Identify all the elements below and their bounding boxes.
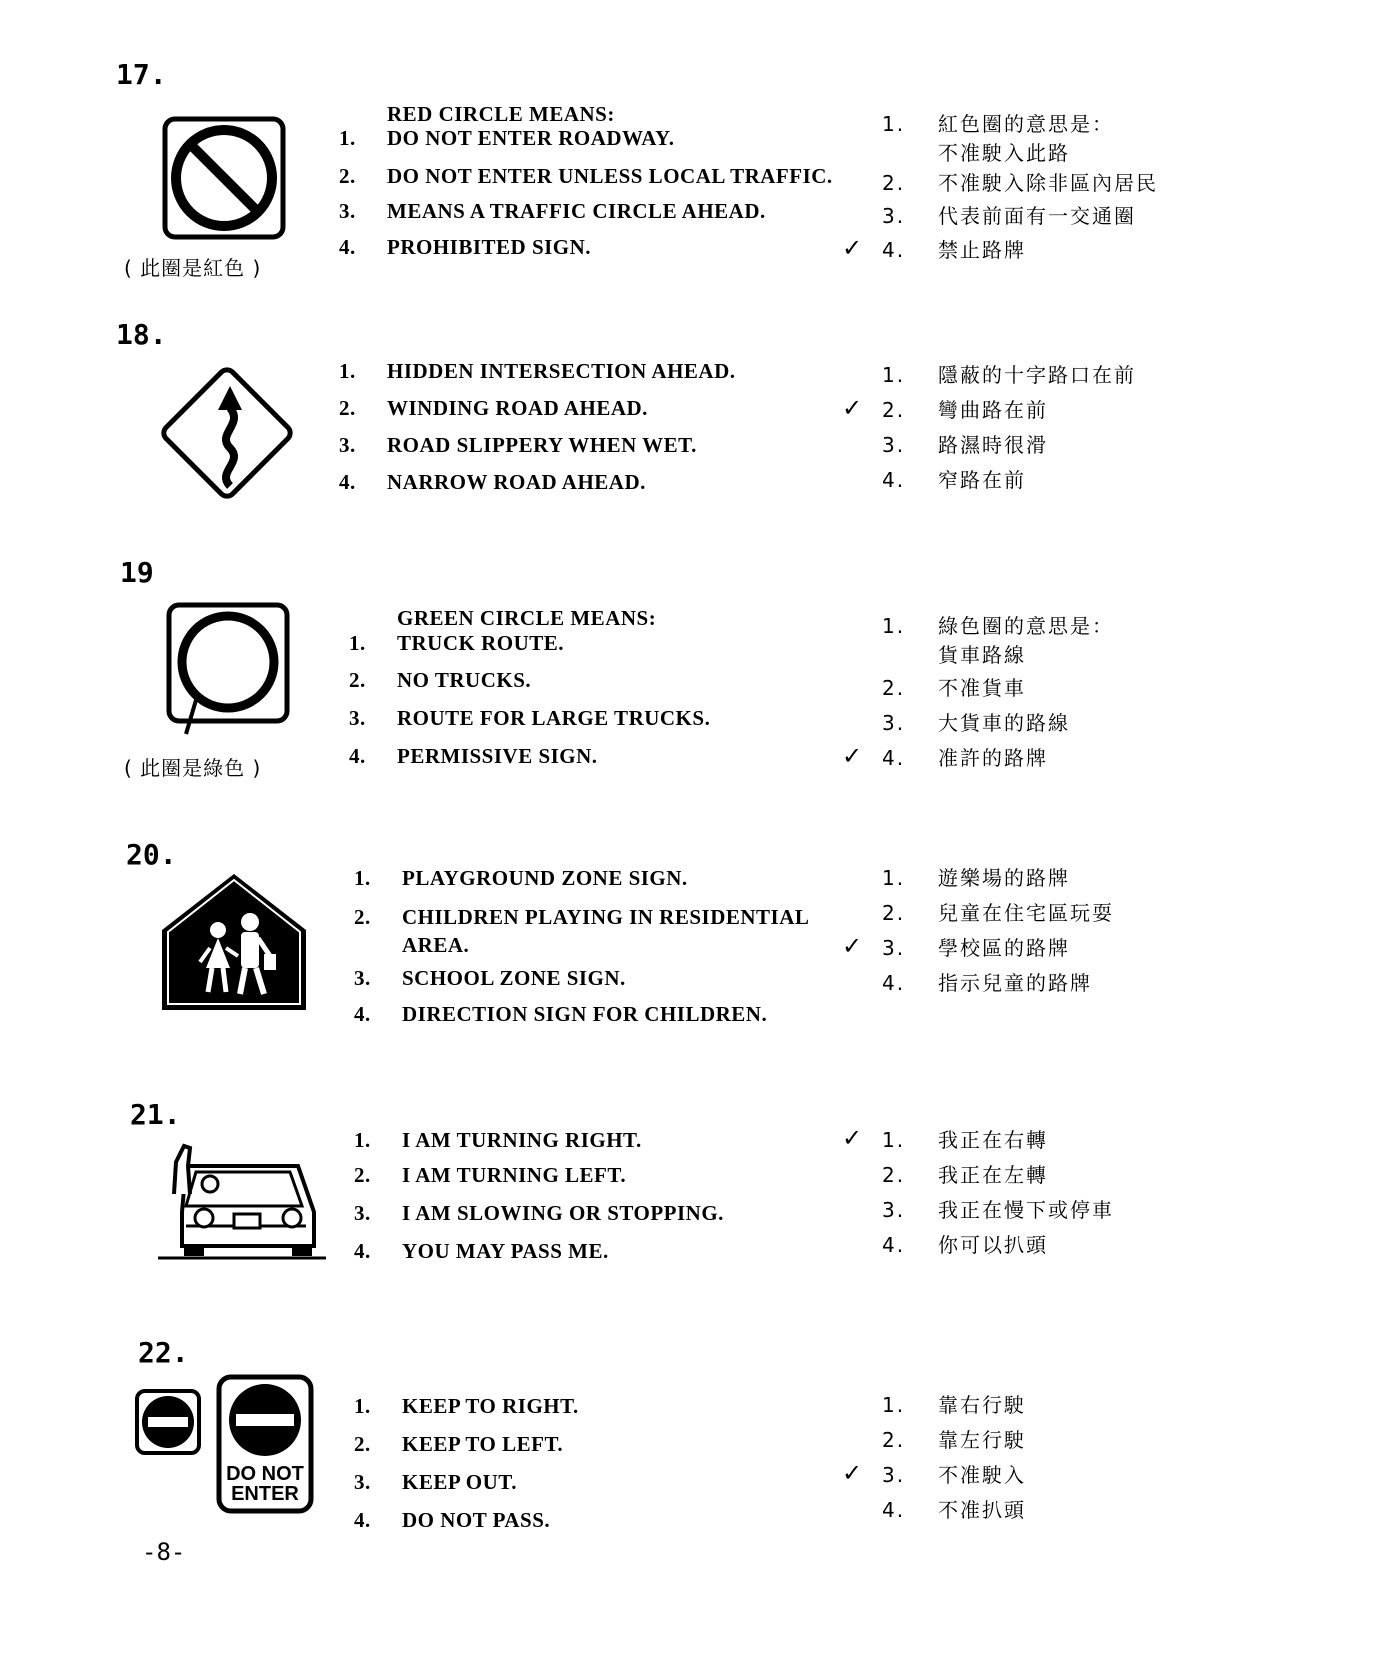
option-zh-18-4: 4. 窄路在前 bbox=[882, 468, 1026, 492]
answer-check-icon: ✓ bbox=[842, 394, 863, 422]
option-heading: RED CIRCLE MEANS: bbox=[387, 102, 615, 126]
option-zh-20-2: 2. 兒童在住宅區玩耍 bbox=[882, 901, 1114, 925]
option-en-21-3: 3. I AM SLOWING OR STOPPING. bbox=[354, 1201, 724, 1225]
option-zh-17-3: 3. 代表前面有一交通圈 bbox=[882, 204, 1136, 228]
option-en-19-1: 1. TRUCK ROUTE. bbox=[349, 631, 565, 655]
option-en-20-2: 2. CHILDREN PLAYING IN RESIDENTIAL AREA. bbox=[354, 905, 810, 957]
winding-road-sign-icon bbox=[158, 364, 296, 502]
green-circle-permissive-sign-icon bbox=[166, 602, 290, 738]
option-zh-17-2: 2. 不准駛入除非區內居民 bbox=[882, 171, 1158, 195]
answer-check-icon: ✓ bbox=[842, 1459, 863, 1487]
option-zh-22-2: 2. 靠左行駛 bbox=[882, 1428, 1026, 1452]
option-zh-19-1: 1. 綠色圈的意思是： 貨車路線 bbox=[882, 614, 1114, 667]
option-en-19-2: 2. NO TRUCKS. bbox=[349, 668, 532, 692]
option-en-18-1: 1. HIDDEN INTERSECTION AHEAD. bbox=[339, 359, 736, 383]
option-en-17-2: 2. DO NOT ENTER UNLESS LOCAL TRAFFIC. bbox=[339, 164, 833, 188]
option-en-17-1: 1. DO NOT ENTER ROADWAY. bbox=[339, 126, 675, 150]
answer-check-icon: ✓ bbox=[842, 234, 863, 262]
sign-caption-red: ( 此圈是紅色 ) bbox=[124, 256, 262, 280]
page-number: -8- bbox=[142, 1538, 186, 1566]
option-en-17-3: 3. MEANS A TRAFFIC CIRCLE AHEAD. bbox=[339, 199, 766, 223]
option-zh-22-3: 3. 不准駛入 bbox=[882, 1463, 1026, 1487]
red-circle-prohibition-sign-icon bbox=[162, 116, 286, 240]
option-en-21-1: 1. I AM TURNING RIGHT. bbox=[354, 1128, 642, 1152]
answer-check-icon: ✓ bbox=[842, 1124, 863, 1152]
question-number-21: 21. bbox=[130, 1098, 181, 1131]
question-number-20: 20. bbox=[126, 838, 177, 871]
option-en-20-1: 1. PLAYGROUND ZONE SIGN. bbox=[354, 866, 688, 890]
option-zh-19-4: 4. 准許的路牌 bbox=[882, 746, 1048, 770]
option-zh-21-2: 2. 我正在左轉 bbox=[882, 1163, 1048, 1187]
car-hand-signal-icon bbox=[156, 1140, 328, 1260]
option-heading: GREEN CIRCLE MEANS: bbox=[397, 606, 657, 630]
school-zone-sign-icon bbox=[160, 872, 308, 1012]
option-en-19-3: 3. ROUTE FOR LARGE TRUCKS. bbox=[349, 706, 711, 730]
option-en-18-4: 4. NARROW ROAD AHEAD. bbox=[339, 470, 646, 494]
option-zh-21-1: 1. 我正在右轉 bbox=[882, 1128, 1048, 1152]
sign-caption-green: ( 此圈是綠色 ) bbox=[124, 756, 262, 780]
option-zh-22-1: 1. 靠右行駛 bbox=[882, 1393, 1026, 1417]
option-zh-22-4: 4. 不准扒頭 bbox=[882, 1498, 1026, 1522]
answer-check-icon: ✓ bbox=[842, 932, 863, 960]
option-en-21-4: 4. YOU MAY PASS ME. bbox=[354, 1239, 609, 1263]
option-en-17-4: 4. PROHIBITED SIGN. bbox=[339, 235, 592, 259]
option-zh-18-2: 2. 彎曲路在前 bbox=[882, 398, 1048, 422]
option-en-22-1: 1. KEEP TO RIGHT. bbox=[354, 1394, 579, 1418]
option-en-18-3: 3. ROAD SLIPPERY WHEN WET. bbox=[339, 433, 697, 457]
option-en-22-3: 3. KEEP OUT. bbox=[354, 1470, 517, 1494]
option-zh-19-2: 2. 不准貨車 bbox=[882, 676, 1026, 700]
option-zh-19-3: 3. 大貨車的路線 bbox=[882, 711, 1070, 735]
option-zh-20-1: 1. 遊樂場的路牌 bbox=[882, 866, 1070, 890]
option-en-20-4: 4. DIRECTION SIGN FOR CHILDREN. bbox=[354, 1002, 768, 1026]
question-number-18: 18. bbox=[116, 318, 167, 351]
question-number-17: 17. bbox=[116, 58, 167, 91]
option-zh-20-4: 4. 指示兒童的路牌 bbox=[882, 971, 1092, 995]
option-en-20-3: 3. SCHOOL ZONE SIGN. bbox=[354, 966, 626, 990]
option-en-21-2: 2. I AM TURNING LEFT. bbox=[354, 1163, 627, 1187]
option-zh-17-4: 4. 禁止路牌 bbox=[882, 238, 1026, 262]
option-en-22-2: 2. KEEP TO LEFT. bbox=[354, 1432, 564, 1456]
sign-text-do-not: DO NOT bbox=[226, 1463, 304, 1485]
option-zh-18-1: 1. 隱蔽的十字路口在前 bbox=[882, 363, 1136, 387]
option-zh-17-1: 1. 紅色圈的意思是： 不准駛入此路 bbox=[882, 112, 1114, 165]
sign-text-enter: ENTER bbox=[231, 1483, 299, 1505]
option-en-18-2: 2. WINDING ROAD AHEAD. bbox=[339, 396, 648, 420]
option-en-19-4: 4. PERMISSIVE SIGN. bbox=[349, 744, 598, 768]
option-zh-20-3: 3. 學校區的路牌 bbox=[882, 936, 1070, 960]
do-not-enter-sign-icon bbox=[216, 1374, 314, 1514]
option-zh-21-4: 4. 你可以扒頭 bbox=[882, 1233, 1048, 1257]
option-en-22-4: 4. DO NOT PASS. bbox=[354, 1508, 551, 1532]
question-number-19: 19 bbox=[120, 556, 154, 589]
do-not-enter-small-sign-icon bbox=[134, 1388, 202, 1456]
answer-check-icon: ✓ bbox=[842, 742, 863, 770]
option-zh-18-3: 3. 路濕時很滑 bbox=[882, 433, 1048, 457]
question-number-22: 22. bbox=[138, 1336, 189, 1369]
option-zh-21-3: 3. 我正在慢下或停車 bbox=[882, 1198, 1114, 1222]
